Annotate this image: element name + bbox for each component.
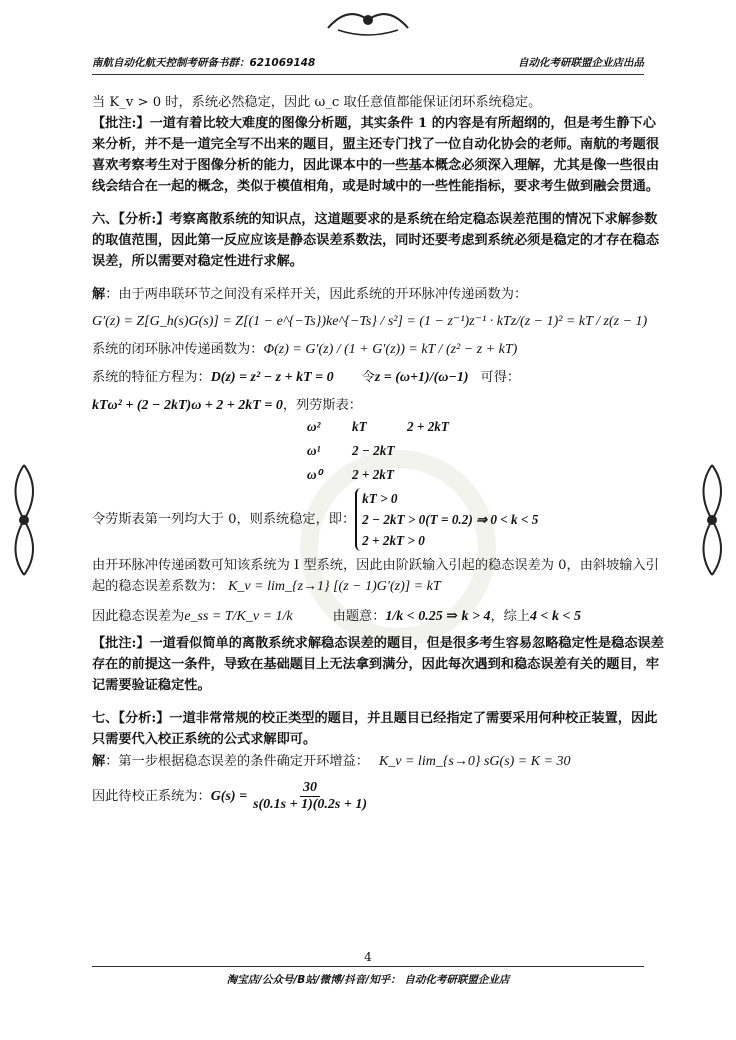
routh-row: ω² kT 2 + 2kT: [307, 419, 449, 434]
stability-conditions: kT > 0 2 − 2kT > 0(T = 0.2) ⇒ 0 < k < 5 2 + 2kT > 0: [355, 488, 538, 551]
routh-row: ω¹ 2 − 2kT: [307, 443, 395, 458]
uncompensated-system-row: 因此待校正系统为： G(s) = $\frac{30}{s(0.1s + 1)(0.2s + 1)}$: [92, 780, 667, 813]
velocity-constant-equation: K_v = lim_{z→1} [(z − 1)G′(z)] = kT: [228, 579, 441, 594]
system-type-text: 由开环脉冲传递函数可知该系统为 I 型系统，因此由阶跃输入引起的稳态误差为 0，由斜坡输入引起的稳态误差系数为： K_v = lim_{z→1} [(z − 1)G′(z)] = kT: [92, 558, 659, 594]
right-ornament: [690, 460, 734, 580]
page-footer: 淘宝店/公众号/B站/微博/抖音/知乎： 自动化考研联盟企业店: [226, 974, 510, 986]
page-number: 4: [364, 950, 372, 964]
section-6-analysis: 六、【分析:】考察离散系统的知识点，这道题要求的是系统在给定稳态误差范围的情况下求解参数的取值范围，因此第一反应应该是静态误差系数法，同时还要考虑到系统必须是稳定的才存在稳态误差，所以需要对稳定性进行求解。: [92, 212, 660, 269]
header-rule: [92, 74, 644, 75]
page-header: [92, 52, 644, 72]
section-7-solution: 解 ：第一步根据稳态误差的条件确定开环增益： K_v = lim_{s→0} sG(s) = K = 30: [92, 750, 667, 772]
uncompensated-transfer-function: $\frac{30}{s(0.1s + 1)(0.2s + 1)}$: [253, 780, 368, 812]
closed-loop-row: 系统的闭环脉冲传递函数为： Φ(z) = G′(z) / (1 + G′(z)) = kT / (z² − z + kT): [92, 338, 667, 360]
steady-state-row: 因此稳态误差为 e_ss = T/K_v = 1/k 由题意： 1/k < 0.25 ⇒ k > 4 ，综上 4 < k < 5: [92, 605, 667, 627]
note-2: 【批注:】一道看似简单的离散系统求解稳态误差的题目，但是很多考生容易忽略稳定性是稳态误差存在的前提这一条件，导致在基础题目上无法拿到满分，因此每次遇到和稳态误差有关的题目，牢记需要验证稳定性。: [92, 636, 664, 693]
section-7-analysis: 七、【分析:】一道非常常规的校正类型的题目，并且题目已经指定了需要采用何种校正装置，因此只需要代入校正系统的公式求解即可。: [92, 711, 658, 747]
stability-statement: 当 K_v > 0 时，系统必然稳定，因此 ω_c 取任意值都能保证闭环系统稳定。: [92, 95, 542, 110]
solution-intro: 解：由于两串联环节之间没有采样开关，因此系统的开环脉冲传递函数为：: [92, 287, 528, 302]
transfer-function-lhs: G(s) =: [210, 789, 248, 804]
note-1: 【批注:】一道有着比较大难度的图像分析题，其实条件 1 的内容是有所超纲的，但是考生静下心来分析，并不是一道完全写不出来的题目，盟主还专门找了一位自动化协会的老师。南航的考题很喜欢考察考生对于图像分析的能力，因此课本中的一些基本概念必须深入理解，尤其是像一些很由线会结合在一起的概念，类似于模值相角，或是时域中的一些性能指标，要求考生做到融会贯通。: [92, 116, 660, 194]
header-right: 自动化考研联盟企业店出品: [518, 57, 644, 69]
routh-table: [307, 416, 667, 488]
routh-row: ω⁰ 2 + 2kT: [307, 467, 394, 482]
header-left: 南航自动化航天控制考研备书群：621069148: [92, 57, 316, 69]
section-7-kv-equation: K_v = lim_{s→0} sG(s) = K = 30: [378, 753, 571, 769]
w-plane-equation: kTω² + (2 − 2kT)ω + 2 + 2kT = 0: [92, 397, 283, 413]
given-condition: 1/k < 0.25 ⇒ k > 4: [385, 608, 491, 624]
characteristic-equation: D(z) = z² − z + kT = 0: [210, 369, 334, 385]
footer-rule: [92, 966, 644, 967]
top-ornament: [318, 0, 418, 40]
closed-loop-equation: Φ(z) = G′(z) / (1 + G′(z)) = kT / (z² − z + kT): [263, 341, 518, 357]
page-body: [92, 92, 667, 813]
stability-condition-row: 令劳斯表第一列均大于 0，则系统稳定，即： kT > 0 2 − 2kT > 0(T = 0.2) ⇒ 0 < k < 5 2 + 2kT > 0: [92, 488, 667, 551]
w-plane-row: kTω² + (2 − 2kT)ω + 2 + 2kT = 0 ，列劳斯表：: [92, 394, 667, 416]
steady-state-error-equation: e_ss = T/K_v = 1/k: [184, 608, 293, 624]
bilinear-substitution: z = (ω+1)/(ω−1): [374, 369, 469, 385]
conclusion-range: 4 < k < 5: [530, 608, 582, 624]
characteristic-row: 系统的特征方程为： D(z) = z² − z + kT = 0 令 z = (ω+1)/(ω−1) 可得：: [92, 366, 667, 388]
open-loop-equation: G′(z) = Z[G_h(s)G(s)] = Z[(1 − e^{−Ts})ke^{−Ts} / s²] = (1 − z⁻¹)z⁻¹ · kTz/(z − 1)² = kT / z(z − 1): [92, 314, 648, 329]
left-ornament: [2, 460, 46, 580]
